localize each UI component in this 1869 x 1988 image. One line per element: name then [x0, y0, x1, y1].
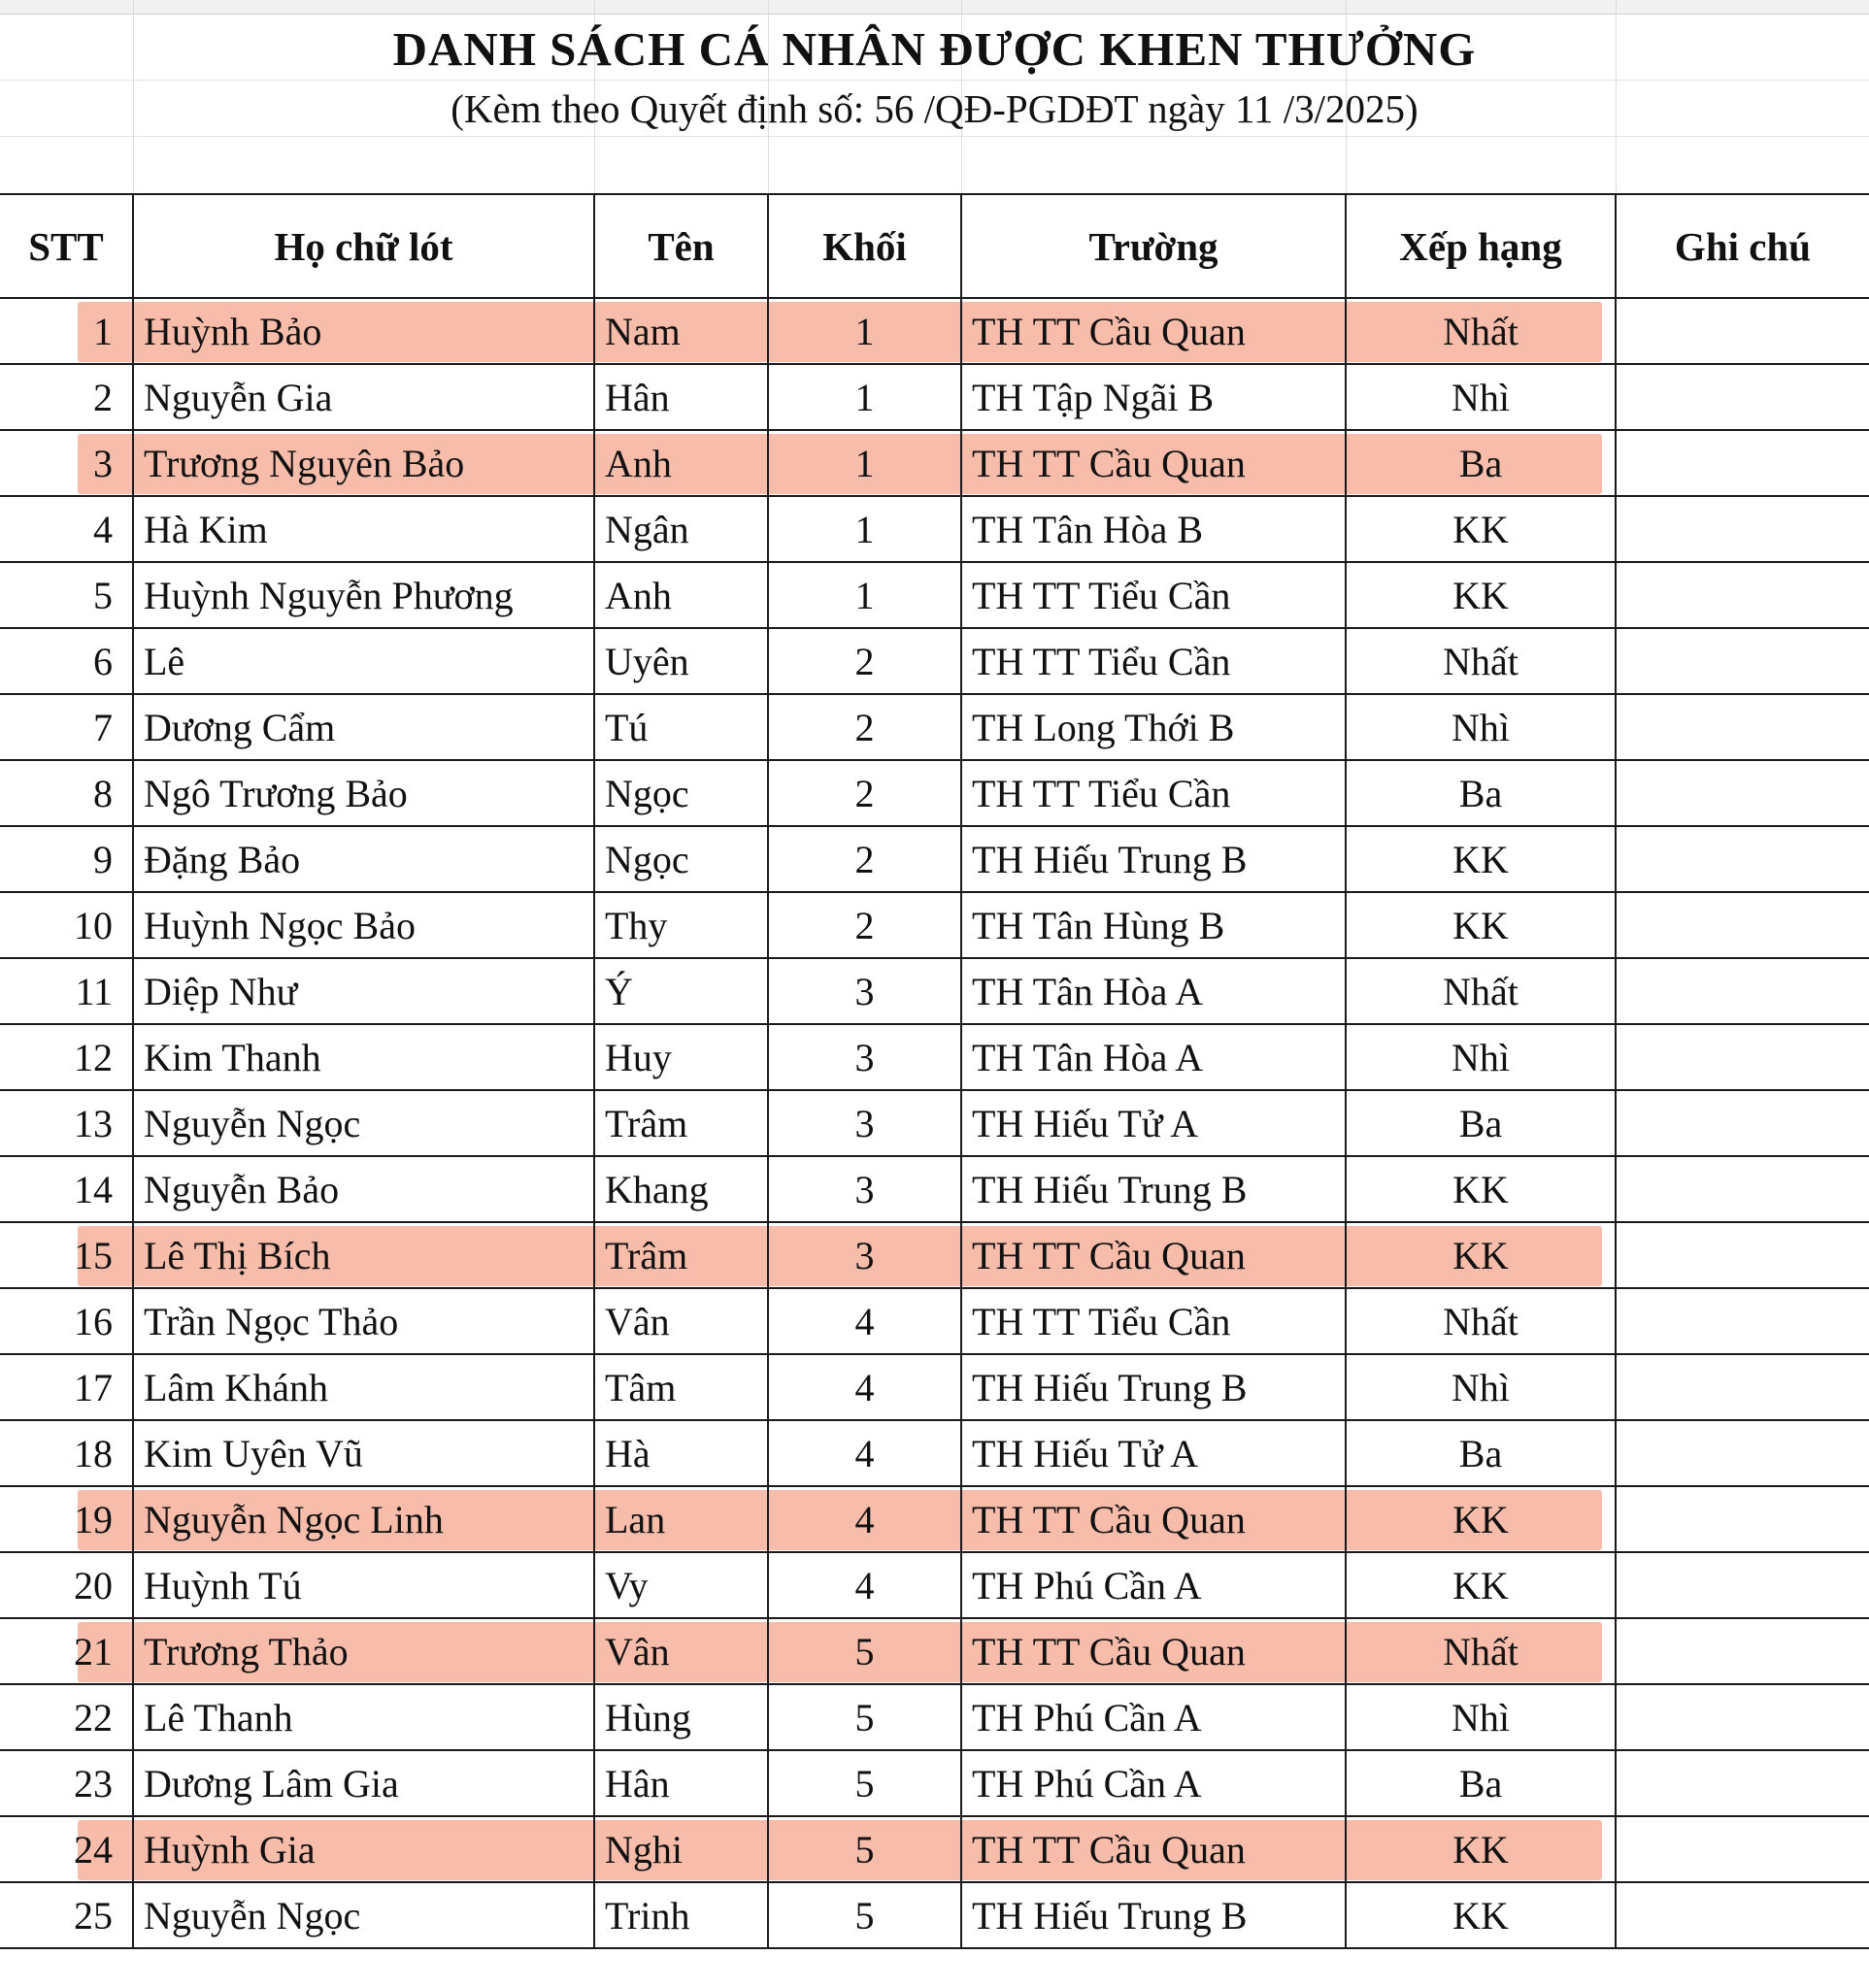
table-row: [0, 694, 1869, 760]
cell-ten[interactable]: Ngọc: [594, 760, 768, 826]
cell-xep-hang[interactable]: KK: [1346, 1156, 1616, 1222]
cell-xep-hang[interactable]: KK: [1346, 562, 1616, 628]
cell-truong[interactable]: TH Hiếu Trung B: [961, 1882, 1346, 1948]
cell-ghi-chu[interactable]: [1616, 958, 1869, 1024]
cell-khoi[interactable]: 4: [768, 1486, 961, 1552]
cell-truong[interactable]: TH TT Tiểu Cần: [961, 760, 1346, 826]
cell-stt[interactable]: 10: [0, 892, 133, 958]
cell-ten[interactable]: Nam: [594, 298, 768, 364]
table-row: [0, 1882, 1869, 1948]
cell-ghi-chu[interactable]: [1616, 364, 1869, 430]
gridline: [0, 136, 1869, 137]
cell-ho-chu-lot[interactable]: Nguyễn Ngọc: [133, 1882, 594, 1948]
cell-ten[interactable]: Ý: [594, 958, 768, 1024]
cell-truong[interactable]: TH Tân Hòa A: [961, 1024, 1346, 1090]
cell-ghi-chu[interactable]: [1616, 562, 1869, 628]
cell-xep-hang[interactable]: KK: [1346, 496, 1616, 562]
cell-ho-chu-lot[interactable]: Dương Cẩm: [133, 694, 594, 760]
table-row: [0, 1288, 1869, 1354]
cell-ten[interactable]: Hân: [594, 364, 768, 430]
cell-truong[interactable]: TH Phú Cần A: [961, 1552, 1346, 1618]
cell-ten[interactable]: Nghi: [594, 1816, 768, 1882]
cell-khoi[interactable]: 2: [768, 760, 961, 826]
cell-xep-hang[interactable]: Nhì: [1346, 1024, 1616, 1090]
cell-xep-hang[interactable]: Nhất: [1346, 958, 1616, 1024]
cell-xep-hang[interactable]: Nhì: [1346, 694, 1616, 760]
cell-ten[interactable]: Trâm: [594, 1090, 768, 1156]
cell-ghi-chu[interactable]: [1616, 760, 1869, 826]
cell-ghi-chu[interactable]: [1616, 1552, 1869, 1618]
cell-xep-hang[interactable]: KK: [1346, 892, 1616, 958]
cell-xep-hang[interactable]: Nhì: [1346, 1354, 1616, 1420]
cell-xep-hang[interactable]: Nhì: [1346, 364, 1616, 430]
cell-xep-hang[interactable]: Ba: [1346, 760, 1616, 826]
cell-ho-chu-lot[interactable]: Hà Kim: [133, 496, 594, 562]
cell-xep-hang[interactable]: Ba: [1346, 1090, 1616, 1156]
table-row: [0, 298, 1869, 364]
cell-ten[interactable]: Hân: [594, 1750, 768, 1816]
header-ghi-chu[interactable]: Ghi chú: [1616, 194, 1869, 298]
cell-khoi[interactable]: 2: [768, 826, 961, 892]
cell-ho-chu-lot[interactable]: Huỳnh Bảo: [133, 298, 594, 364]
header-stt[interactable]: STT: [0, 194, 133, 298]
cell-stt[interactable]: 9: [0, 826, 133, 892]
cell-khoi[interactable]: 2: [768, 892, 961, 958]
cell-truong[interactable]: TH Tân Hùng B: [961, 892, 1346, 958]
cell-ho-chu-lot[interactable]: Trương Nguyên Bảo: [133, 430, 594, 496]
cell-stt[interactable]: 17: [0, 1354, 133, 1420]
cell-khoi[interactable]: 1: [768, 364, 961, 430]
cell-ten[interactable]: Thy: [594, 892, 768, 958]
document-title: DANH SÁCH CÁ NHÂN ĐƯỢC KHEN THƯỞNG: [392, 22, 1477, 76]
cell-khoi[interactable]: 5: [768, 1750, 961, 1816]
cell-khoi[interactable]: 2: [768, 694, 961, 760]
table-row: [0, 628, 1869, 694]
cell-ten[interactable]: Trâm: [594, 1222, 768, 1288]
cell-ghi-chu[interactable]: [1616, 826, 1869, 892]
cell-khoi[interactable]: 4: [768, 1552, 961, 1618]
cell-ghi-chu[interactable]: [1616, 892, 1869, 958]
document-subtitle: (Kèm theo Quyết định số: 56 /QĐ-PGDĐT ngày 11 /3/2025): [451, 86, 1418, 131]
cell-stt[interactable]: 2: [0, 364, 133, 430]
cell-ten[interactable]: Vân: [594, 1618, 768, 1684]
cell-ho-chu-lot[interactable]: Kim Uyên Vũ: [133, 1420, 594, 1486]
cell-xep-hang[interactable]: Ba: [1346, 430, 1616, 496]
cell-stt[interactable]: 23: [0, 1750, 133, 1816]
table-row: [0, 1816, 1869, 1882]
cell-truong[interactable]: TH TT Cầu Quan: [961, 1618, 1346, 1684]
cell-truong[interactable]: TH TT Cầu Quan: [961, 1816, 1346, 1882]
cell-khoi[interactable]: 4: [768, 1354, 961, 1420]
cell-ghi-chu[interactable]: [1616, 1354, 1869, 1420]
cell-ho-chu-lot[interactable]: Kim Thanh: [133, 1024, 594, 1090]
cell-khoi[interactable]: 1: [768, 496, 961, 562]
cell-ho-chu-lot[interactable]: Huỳnh Tú: [133, 1552, 594, 1618]
cell-stt[interactable]: 24: [0, 1816, 133, 1882]
cell-ten[interactable]: Tú: [594, 694, 768, 760]
table-row: [0, 958, 1869, 1024]
cell-truong[interactable]: TH Phú Cần A: [961, 1684, 1346, 1750]
table-row: [0, 1750, 1869, 1816]
cell-stt[interactable]: 6: [0, 628, 133, 694]
cell-ghi-chu[interactable]: [1616, 1882, 1869, 1948]
cell-ghi-chu[interactable]: [1616, 1090, 1869, 1156]
cell-ho-chu-lot[interactable]: Nguyễn Ngọc: [133, 1090, 594, 1156]
cell-ho-chu-lot[interactable]: Lâm Khánh: [133, 1354, 594, 1420]
table-row: [0, 760, 1869, 826]
cell-ghi-chu[interactable]: [1616, 430, 1869, 496]
cell-ho-chu-lot[interactable]: Huỳnh Nguyễn Phương: [133, 562, 594, 628]
cell-ho-chu-lot[interactable]: Nguyễn Bảo: [133, 1156, 594, 1222]
cell-stt[interactable]: 15: [0, 1222, 133, 1288]
column-header-strip: [0, 0, 1869, 15]
cell-truong[interactable]: TH Phú Cần A: [961, 1750, 1346, 1816]
cell-xep-hang[interactable]: KK: [1346, 1816, 1616, 1882]
cell-truong[interactable]: TH Hiếu Trung B: [961, 1156, 1346, 1222]
cell-ghi-chu[interactable]: [1616, 298, 1869, 364]
table-row: [0, 562, 1869, 628]
cell-truong[interactable]: TH Hiếu Trung B: [961, 826, 1346, 892]
cell-stt[interactable]: 20: [0, 1552, 133, 1618]
cell-ho-chu-lot[interactable]: Lê Thanh: [133, 1684, 594, 1750]
cell-ten[interactable]: Ngân: [594, 496, 768, 562]
cell-ten[interactable]: Khang: [594, 1156, 768, 1222]
cell-stt[interactable]: 7: [0, 694, 133, 760]
cell-ten[interactable]: Anh: [594, 562, 768, 628]
cell-xep-hang[interactable]: Ba: [1346, 1750, 1616, 1816]
cell-stt[interactable]: 18: [0, 1420, 133, 1486]
table-row: [0, 1552, 1869, 1618]
header-ho-chu-lot[interactable]: Họ chữ lót: [133, 194, 594, 298]
cell-khoi[interactable]: 1: [768, 430, 961, 496]
cell-ho-chu-lot[interactable]: Dương Lâm Gia: [133, 1750, 594, 1816]
table-row: [0, 1024, 1869, 1090]
cell-ghi-chu[interactable]: [1616, 1750, 1869, 1816]
cell-khoi[interactable]: 5: [768, 1816, 961, 1882]
cell-stt[interactable]: 5: [0, 562, 133, 628]
cell-stt[interactable]: 11: [0, 958, 133, 1024]
cell-khoi[interactable]: 4: [768, 1420, 961, 1486]
table-row: [0, 430, 1869, 496]
cell-truong[interactable]: TH Hiếu Trung B: [961, 1354, 1346, 1420]
cell-khoi[interactable]: 1: [768, 298, 961, 364]
cell-ghi-chu[interactable]: [1616, 496, 1869, 562]
cell-khoi[interactable]: 5: [768, 1882, 961, 1948]
cell-stt[interactable]: 13: [0, 1090, 133, 1156]
cell-khoi[interactable]: 3: [768, 1090, 961, 1156]
cell-khoi[interactable]: 1: [768, 562, 961, 628]
cell-xep-hang[interactable]: KK: [1346, 1486, 1616, 1552]
award-table: [0, 193, 1869, 1949]
cell-ghi-chu[interactable]: [1616, 1156, 1869, 1222]
cell-truong[interactable]: TH Tập Ngãi B: [961, 364, 1346, 430]
table-row: [0, 826, 1869, 892]
cell-truong[interactable]: TH Hiếu Tử A: [961, 1090, 1346, 1156]
cell-ten[interactable]: Vân: [594, 1288, 768, 1354]
cell-ten[interactable]: Ngọc: [594, 826, 768, 892]
cell-ten[interactable]: Hà: [594, 1420, 768, 1486]
cell-xep-hang[interactable]: KK: [1346, 1222, 1616, 1288]
cell-truong[interactable]: TH Tân Hòa A: [961, 958, 1346, 1024]
cell-khoi[interactable]: 3: [768, 958, 961, 1024]
cell-ghi-chu[interactable]: [1616, 1684, 1869, 1750]
cell-stt[interactable]: 22: [0, 1684, 133, 1750]
table-row: [0, 1420, 1869, 1486]
table-row: [0, 1618, 1869, 1684]
cell-truong[interactable]: TH TT Tiểu Cần: [961, 562, 1346, 628]
cell-truong[interactable]: TH TT Cầu Quan: [961, 298, 1346, 364]
table-row: [0, 364, 1869, 430]
gridline: [0, 80, 1869, 81]
cell-xep-hang[interactable]: Nhất: [1346, 628, 1616, 694]
cell-ten[interactable]: Vy: [594, 1552, 768, 1618]
cell-truong[interactable]: TH TT Cầu Quan: [961, 1486, 1346, 1552]
cell-khoi[interactable]: 3: [768, 1222, 961, 1288]
cell-truong[interactable]: TH TT Cầu Quan: [961, 430, 1346, 496]
cell-stt[interactable]: 4: [0, 496, 133, 562]
cell-stt[interactable]: 25: [0, 1882, 133, 1948]
cell-ten[interactable]: Huy: [594, 1024, 768, 1090]
cell-xep-hang[interactable]: KK: [1346, 826, 1616, 892]
cell-khoi[interactable]: 2: [768, 628, 961, 694]
cell-ho-chu-lot[interactable]: Diệp Như: [133, 958, 594, 1024]
cell-ten[interactable]: Tâm: [594, 1354, 768, 1420]
cell-ho-chu-lot[interactable]: Lê Thị Bích: [133, 1222, 594, 1288]
cell-khoi[interactable]: 3: [768, 1024, 961, 1090]
cell-truong[interactable]: TH TT Tiểu Cần: [961, 628, 1346, 694]
cell-ten[interactable]: Trinh: [594, 1882, 768, 1948]
cell-truong[interactable]: TH TT Tiểu Cần: [961, 1288, 1346, 1354]
cell-truong[interactable]: TH Hiếu Tử A: [961, 1420, 1346, 1486]
table-row: [0, 1156, 1869, 1222]
cell-khoi[interactable]: 3: [768, 1156, 961, 1222]
cell-stt[interactable]: 16: [0, 1288, 133, 1354]
table-row: [0, 1486, 1869, 1552]
cell-stt[interactable]: 19: [0, 1486, 133, 1552]
cell-ten[interactable]: Anh: [594, 430, 768, 496]
cell-ho-chu-lot[interactable]: Ngô Trương Bảo: [133, 760, 594, 826]
cell-khoi[interactable]: 5: [768, 1684, 961, 1750]
cell-xep-hang[interactable]: KK: [1346, 1552, 1616, 1618]
cell-ho-chu-lot[interactable]: Nguyễn Ngọc Linh: [133, 1486, 594, 1552]
cell-xep-hang[interactable]: Nhất: [1346, 1288, 1616, 1354]
cell-xep-hang[interactable]: KK: [1346, 1882, 1616, 1948]
cell-truong[interactable]: TH Tân Hòa B: [961, 496, 1346, 562]
cell-ghi-chu[interactable]: [1616, 1222, 1869, 1288]
header-ten[interactable]: Tên: [594, 194, 768, 298]
cell-stt[interactable]: 14: [0, 1156, 133, 1222]
cell-xep-hang[interactable]: Nhì: [1346, 1684, 1616, 1750]
cell-ghi-chu[interactable]: [1616, 628, 1869, 694]
cell-ho-chu-lot[interactable]: Trương Thảo: [133, 1618, 594, 1684]
cell-xep-hang[interactable]: Nhất: [1346, 1618, 1616, 1684]
cell-khoi[interactable]: 5: [768, 1618, 961, 1684]
cell-ghi-chu[interactable]: [1616, 1816, 1869, 1882]
cell-truong[interactable]: TH TT Cầu Quan: [961, 1222, 1346, 1288]
cell-ho-chu-lot[interactable]: Lê: [133, 628, 594, 694]
header-xep-hang[interactable]: Xếp hạng: [1346, 194, 1616, 298]
table-row: [0, 1354, 1869, 1420]
cell-khoi[interactable]: 4: [768, 1288, 961, 1354]
cell-stt[interactable]: 1: [0, 298, 133, 364]
cell-ten[interactable]: Uyên: [594, 628, 768, 694]
cell-ghi-chu[interactable]: [1616, 1024, 1869, 1090]
cell-xep-hang[interactable]: Nhất: [1346, 298, 1616, 364]
table-row: [0, 496, 1869, 562]
cell-ghi-chu[interactable]: [1616, 1420, 1869, 1486]
cell-xep-hang[interactable]: Ba: [1346, 1420, 1616, 1486]
cell-stt[interactable]: 21: [0, 1618, 133, 1684]
table-row: [0, 892, 1869, 958]
cell-ho-chu-lot[interactable]: Huỳnh Gia: [133, 1816, 594, 1882]
header-truong[interactable]: Trường: [961, 194, 1346, 298]
header-khoi[interactable]: Khối: [768, 194, 961, 298]
cell-ten[interactable]: Lan: [594, 1486, 768, 1552]
cell-ho-chu-lot[interactable]: Đặng Bảo: [133, 826, 594, 892]
cell-ho-chu-lot[interactable]: Huỳnh Ngọc Bảo: [133, 892, 594, 958]
cell-stt[interactable]: 8: [0, 760, 133, 826]
cell-ten[interactable]: Hùng: [594, 1684, 768, 1750]
cell-ho-chu-lot[interactable]: Trần Ngọc Thảo: [133, 1288, 594, 1354]
cell-stt[interactable]: 3: [0, 430, 133, 496]
cell-truong[interactable]: TH Long Thới B: [961, 694, 1346, 760]
cell-ghi-chu[interactable]: [1616, 694, 1869, 760]
cell-stt[interactable]: 12: [0, 1024, 133, 1090]
table-row: [0, 1684, 1869, 1750]
cell-ghi-chu[interactable]: [1616, 1288, 1869, 1354]
cell-ho-chu-lot[interactable]: Nguyễn Gia: [133, 364, 594, 430]
cell-ghi-chu[interactable]: [1616, 1618, 1869, 1684]
cell-ghi-chu[interactable]: [1616, 1486, 1869, 1552]
table-row: [0, 1222, 1869, 1288]
table-header-row: [0, 194, 1869, 298]
table-row: [0, 1090, 1869, 1156]
